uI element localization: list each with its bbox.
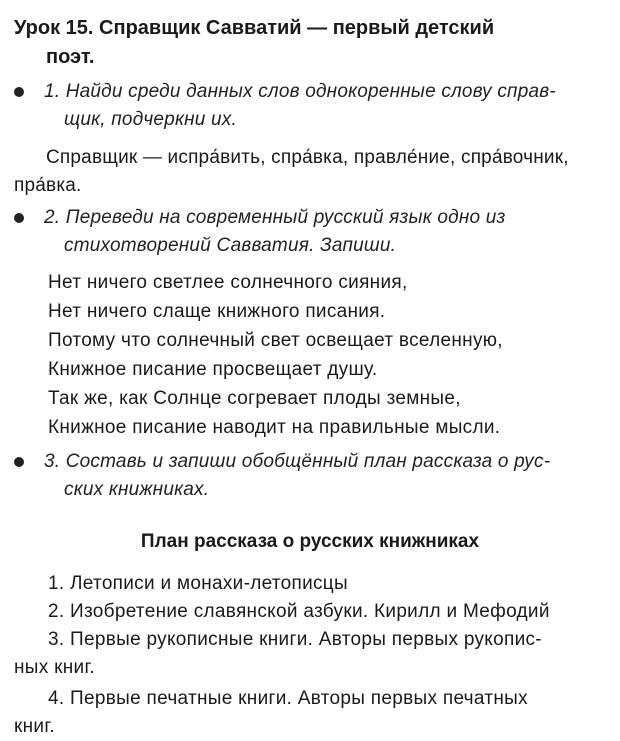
task-3-line-2: ских книжниках.: [64, 479, 210, 500]
plan-item-1: [14, 570, 606, 598]
task-3: [14, 448, 606, 504]
poem-line: Книжное писание наводит на правильные мысли.: [48, 417, 501, 438]
task-1-line-1: 1. Найди среди данных слов однокоренные слову справ-: [44, 81, 556, 102]
task-1: [14, 78, 606, 134]
lesson-title: [14, 14, 574, 72]
plan-item-4-line-2: книг.: [14, 716, 55, 737]
plan-item-3: [14, 626, 606, 682]
bullet-icon: [14, 457, 24, 467]
task-2-line-1: 2. Переведи на современный русский язык одно из: [44, 207, 506, 228]
bullet-icon: [14, 87, 24, 97]
poem-line: Книжное писание просвещает душу.: [48, 359, 378, 380]
task-3-line-1: 3. Составь и запиши обобщённый план рассказа о рус-: [44, 451, 551, 472]
plan-item-2: [14, 598, 606, 626]
plan-item-4-line-1: 4. Первые печатные книги. Авторы первых печатных: [48, 688, 528, 709]
answer-1-line-2: пра́вка.: [14, 175, 82, 196]
plan-item-4: [14, 685, 606, 741]
plan-item-1-line-1: 1. Летописи и монахи-летописцы: [48, 573, 348, 594]
poem: [48, 268, 503, 442]
answer-1-line-1: Справщик — испра́вить, спра́вка, правле́ние, спра́вочник,: [46, 147, 569, 168]
poem-line: Нет ничего слаще книжного писания.: [48, 301, 386, 322]
plan-item-3-line-1: 3. Первые рукописные книги. Авторы первых рукопис-: [48, 629, 542, 650]
answer-1: [14, 144, 614, 200]
bullet-icon: [14, 213, 24, 223]
poem-line: Потому что солнечный свет освещает вселенную,: [48, 330, 503, 351]
task-2-line-2: стихотворений Савватия. Запиши.: [64, 235, 397, 256]
poem-line: Так же, как Солнце согревает плоды земные,: [48, 388, 461, 409]
lesson-title-line-2: поэт.: [46, 46, 95, 68]
plan-list: [14, 570, 606, 741]
poem-line: Нет ничего светлее солнечного сияния,: [48, 272, 408, 293]
plan-item-3-line-2: ных книг.: [14, 657, 95, 678]
plan-item-2-line-1: 2. Изобретение славянской азбуки. Кирилл и Мефодий: [48, 601, 550, 622]
plan-title: План рассказа о русских книжниках: [140, 531, 480, 552]
task-1-line-2: щик, подчеркни их.: [64, 109, 237, 130]
task-2: [14, 204, 606, 260]
lesson-title-line-1: Урок 15. Справщик Савватий — первый детский: [14, 17, 495, 39]
